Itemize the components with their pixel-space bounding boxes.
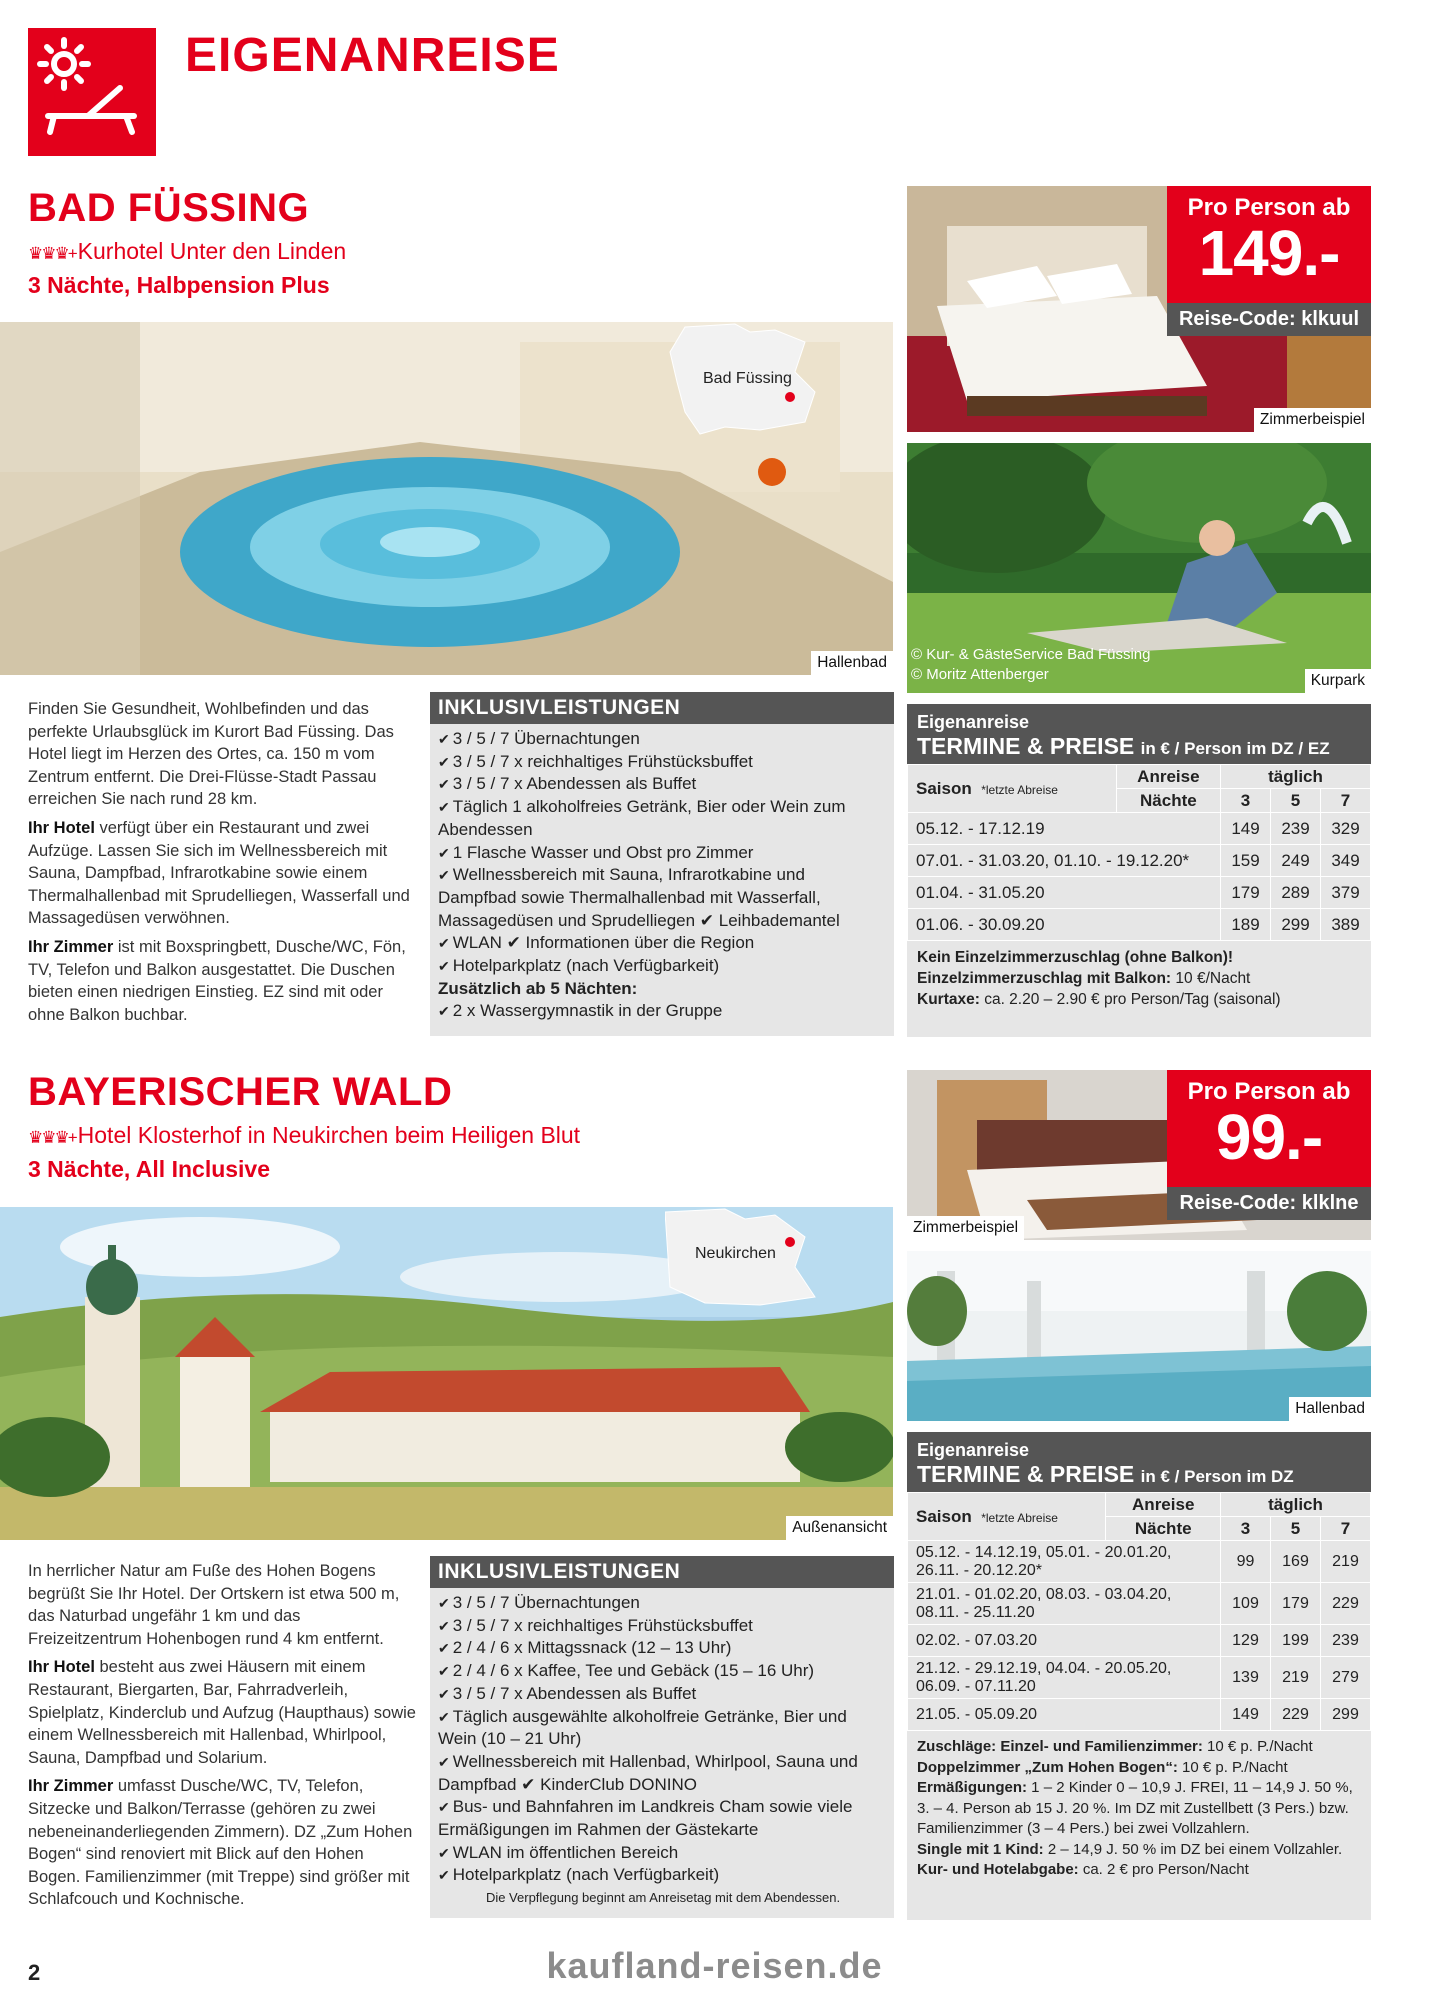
description-paragraph: Ihr Hotel besteht aus zwei Häusern mit einem Restaurant, Biergarten, Bar, Fahrradverleih, Spielplatz, Kinderclub und Aufzug (Haupthaus) sowie einem Wellnessbereich mit Hallenbad, Whirlpool, Sauna, Dampfbad und Solarium. [28, 1658, 416, 1767]
price-notes: Kein Einzelzimmerzuschlag (ohne Balkon)! Einzelzimmerzuschlag mit Balkon: 10 €/Nacht Kurtaxe: ca. 2.20 – 2.90 € pro Person/Tag (saisonal) [917, 949, 1281, 1008]
location-map [665, 322, 820, 437]
table-row: 05.12. - 17.12.19 149 239 329 [908, 813, 1371, 845]
inclusions-title: INKLUSIVLEISTUNGEN [430, 692, 894, 724]
table-row: 21.05. - 05.09.20 149 229 299 [908, 1699, 1371, 1731]
photo-caption: Zimmerbeispiel [907, 1216, 1024, 1240]
list-item: ✔ Bus- und Bahnfahren im Landkreis Cham sowie viele Ermäßigungen im Rahmen der Gästekarte [438, 1797, 853, 1840]
hotel-exterior-photo [0, 1207, 893, 1540]
table-row: 21.01. - 01.02.20, 08.03. - 03.04.20, 08.11. - 25.11.20 109 179 229 [908, 1583, 1371, 1625]
description-paragraph: Finden Sie Gesundheit, Wohlbefinden und das perfekte Urlaubsglück im Kurort Bad Füssing. Das Hotel liegt im Herzen des Ortes, ca. 150 m vom Zentrum entfernt. Die Drei-Flüsse-Stadt Passau erreichen Sie nach rund 28 km. [28, 700, 394, 809]
list-item: ✔ 3 / 5 / 7 x reichhaltiges Frühstücksbuffet [438, 1615, 753, 1635]
hotel-description [28, 1560, 418, 1917]
list-item: ✔ Täglich 1 alkoholfreies Getränk, Bier oder Wein zum Abendessen [438, 797, 846, 839]
price-label: Pro Person ab [1187, 1078, 1351, 1105]
list-item: ✔ 2 / 4 / 6 x Kaffee, Tee und Gebäck (15 – 16 Uhr) [438, 1661, 815, 1681]
photo-caption: Zimmerbeispiel [1254, 408, 1371, 432]
photo-caption: Außenansicht [786, 1516, 893, 1540]
table-row: 02.02. - 07.03.20 129 199 239 [908, 1625, 1371, 1657]
page-number: 2 [28, 1960, 41, 1985]
list-item: ✔ Hotelparkplatz (nach Verfügbarkeit) [438, 956, 720, 976]
table-row: 07.01. - 31.03.20, 01.10. - 19.12.20* 159 249 349 [908, 845, 1371, 877]
price-table: Saison *letzte Abreise Anreise täglich Nächte 3 5 7 05.12. - 14.12.19, 05.01. - 20.01.20, 26.11. - 20.12.20* 99 169 219 21.01. - 01.02.20, 08.03. - 03.04.20, 08.11. - 25.11.20 109 179 229 02.02. - 07.03.20 129 199 239 21.12. - 29.12.19, 04.04. - 20.05.20, 06.09. - 07.11.20 139 219 279 21.05. - 05.09.20 149 229 299 [907, 1492, 1371, 1731]
check-icon: ✔ [438, 1595, 450, 1611]
list-subheading: Zusätzlich ab 5 Nächten: [438, 978, 638, 998]
table-row: 21.12. - 29.12.19, 04.04. - 20.05.20, 06.09. - 07.11.20 139 219 279 [908, 1657, 1371, 1699]
offer-nights: 3 Nächte, All Inclusive [28, 1156, 271, 1182]
check-icon: ✔ [438, 1685, 450, 1702]
park-photo [907, 443, 1371, 693]
rating-crowns-icon: ♛♛♛+ [28, 244, 76, 263]
check-icon: ✔ [438, 844, 450, 861]
inclusions-title: INKLUSIVLEISTUNGEN [430, 1556, 894, 1588]
photo-caption: Hallenbad [811, 651, 893, 675]
table-row: 01.06. - 30.09.20 189 299 389 [908, 909, 1371, 941]
photo-caption: Kurpark [1305, 669, 1371, 693]
check-icon: ✔ [438, 1867, 450, 1884]
check-icon: ✔ [438, 958, 450, 975]
map-label: Neukirchen [695, 1245, 776, 1262]
photo-caption: Hallenbad [1289, 1397, 1371, 1421]
check-icon: ✔ [438, 1708, 450, 1725]
photo-credit: © Moritz Attenberger [911, 666, 1049, 683]
check-icon: ✔ [438, 799, 450, 816]
check-icon: ✔ [438, 1663, 450, 1680]
price-badge [1167, 1070, 1371, 1220]
description-paragraph: Ihr Hotel verfügt über ein Restaurant und zwei Aufzüge. Lassen Sie sich im Wellnessbereich mit Sauna, Dampfbad, Infrarotkabine sowie einem Thermalhallenbad mit Sprudelliegen, Wasserfall und Massagedüsen verwöhnen. [28, 818, 410, 928]
photo-credit: © Kur- & GästeService Bad Füssing [911, 646, 1151, 663]
price-value: 149.- [1198, 217, 1340, 289]
price-table-header: Eigenanreise TERMINE & PREISE in € / Person im DZ / EZ [907, 704, 1371, 764]
table-row: 05.12. - 14.12.19, 05.01. - 20.01.20, 26.11. - 20.12.20* 99 169 219 [908, 1541, 1371, 1583]
check-icon: ✔ [438, 776, 450, 793]
check-icon: ✔ [438, 731, 450, 747]
travel-code: Reise-Code: klkuul [1167, 303, 1371, 336]
map-label: Bad Füssing [703, 370, 792, 387]
description-paragraph: Ihr Zimmer ist mit Boxspringbett, Dusche/WC, Fön, TV, Telefon und Balkon ausgestattet. Die Duschen bieten einen niedrigen Einstieg. EZ sind mit oder ohne Balkon buchbar. [28, 937, 406, 1024]
offer-nights: 3 Nächte, Halbpension Plus [28, 272, 330, 298]
check-icon: ✔ [438, 1003, 450, 1020]
inclusions-note: Die Verpflegung beginnt am Anreisetag mit dem Abendessen. [485, 1890, 841, 1906]
check-icon: ✔ [438, 753, 450, 770]
inclusions-box [430, 1556, 894, 1918]
offer-region-title: BAYERISCHER WALD [28, 1070, 453, 1114]
list-item: ✔ WLAN im öffentlichen Bereich [438, 1842, 679, 1862]
hotel-name: ♛♛♛+Kurhotel Unter den Linden [28, 238, 347, 264]
list-item: ✔ 3 / 5 / 7 Übernachtungen [438, 729, 640, 748]
list-item: ✔ Wellnessbereich mit Sauna, Infrarotkabine und Dampfbad sowie Thermalhallenbad mit Wasserfall, Massagedüsen und Sprudelliegen ✔ Leihbademantel [438, 865, 840, 930]
check-icon: ✔ [438, 935, 450, 952]
price-badge [1167, 186, 1371, 336]
hotel-pool-photo [0, 322, 893, 675]
check-icon: ✔ [438, 1844, 450, 1861]
list-item: ✔ 3 / 5 / 7 x reichhaltiges Frühstücksbuffet [438, 751, 753, 771]
price-table-box [907, 704, 1371, 1037]
price-table: Saison *letzte Abreise Anreise täglich Nächte 3 5 7 05.12. - 17.12.19 149 239 329 07.01. - 31.03.20, 01.10. - 19.12.20* 159 249 349 01.04. - 31.05.20 179 289 379 01.06. - 30.09.20 189 299 389 [907, 764, 1371, 941]
page-title: EIGENANREISE [185, 29, 560, 82]
list-item: ✔ Wellnessbereich mit Hallenbad, Whirlpool, Sauna und Dampfbad ✔ KinderClub DONINO [438, 1751, 858, 1794]
check-icon: ✔ [438, 1799, 450, 1816]
price-notes: Zuschläge: Einzel- und Familienzimmer: 10 € p. P./Nacht Doppelzimmer „Zum Hohen Bogen“: 10 € p. P./Nacht Ermäßigungen: 1 – 2 Kinder 0 – 10,9 J. FREI, 11 – 14,9 J. 50 %, 3. – 4. Person ab 15 J. 20 %. Im DZ mit Zustellbett (3 Pers.) bzw. Familienzimmer (3 – 4 Pers.) bei zwei Vollzahlern. Single mit 1 Kind: 2 – 14,9 J. 50 % im DZ bei einem Vollzahler. Kur- und Hotelabgabe: ca. 2 € pro Person/Nacht [917, 1738, 1353, 1878]
check-icon: ✔ [438, 867, 450, 884]
travel-code: Reise-Code: klklne [1167, 1187, 1371, 1220]
inclusions-box [430, 692, 894, 1036]
list-item: ✔ 3 / 5 / 7 x Abendessen als Buffet [438, 1683, 697, 1703]
list-item: ✔ 1 Flasche Wasser und Obst pro Zimmer [438, 842, 754, 862]
price-table-box [907, 1432, 1371, 1920]
list-item: ✔ 2 / 4 / 6 x Mittagssnack (12 – 13 Uhr) [438, 1638, 732, 1658]
list-item: ✔ 3 / 5 / 7 Übernachtungen [438, 1593, 640, 1612]
price-table-header: Eigenanreise TERMINE & PREISE in € / Person im DZ [907, 1432, 1371, 1492]
offer-region-title: BAD FÜSSING [28, 186, 310, 230]
hotel-name: ♛♛♛+Hotel Klosterhof in Neukirchen beim Heiligen Blut [28, 1122, 581, 1148]
list-item: ✔ WLAN ✔ Informationen über die Region [438, 933, 755, 953]
check-icon: ✔ [438, 1617, 450, 1634]
price-label: Pro Person ab [1187, 194, 1351, 221]
sun-lounger-icon [28, 28, 156, 156]
location-map [665, 1207, 820, 1307]
table-row: 01.04. - 31.05.20 179 289 379 [908, 877, 1371, 909]
description-paragraph: Ihr Zimmer umfasst Dusche/WC, TV, Telefon, Sitzecke und Balkon/Terrasse (gehören zu zwei nebeneinanderliegenden Zimmern). DZ „Zum Hohen Bogen“ sind renoviert mit Blick auf den Hohen Bogen. Familienzimmer (mit Treppe) sind größer mit Schlafcouch und Kochnische. [28, 1777, 413, 1909]
website-link[interactable]: kaufland-reisen.de [546, 1945, 883, 1986]
indoor-pool-photo [907, 1251, 1371, 1421]
description-paragraph: In herrlicher Natur am Fuße des Hohen Bogens begrüßt Sie Ihr Hotel. Der Ortskern ist etwa 500 m, das Naturbad ungefähr 1 km und das Freizeitzentrum Hohenbogen rund 4 km entfernt. [28, 1562, 400, 1648]
hotel-description [28, 698, 418, 1032]
list-item: ✔ 3 / 5 / 7 x Abendessen als Buffet [438, 774, 697, 794]
price-value: 99.- [1215, 1101, 1323, 1173]
check-icon: ✔ [438, 1640, 450, 1657]
rating-crowns-icon: ♛♛♛+ [28, 1128, 76, 1147]
list-item: ✔ 2 x Wassergymnastik in der Gruppe [438, 1001, 723, 1021]
check-icon: ✔ [438, 1753, 450, 1770]
list-item: ✔ Täglich ausgewählte alkoholfreie Getränke, Bier und Wein (10 – 21 Uhr) [438, 1706, 847, 1749]
list-item: ✔ Hotelparkplatz (nach Verfügbarkeit) [438, 1865, 720, 1885]
